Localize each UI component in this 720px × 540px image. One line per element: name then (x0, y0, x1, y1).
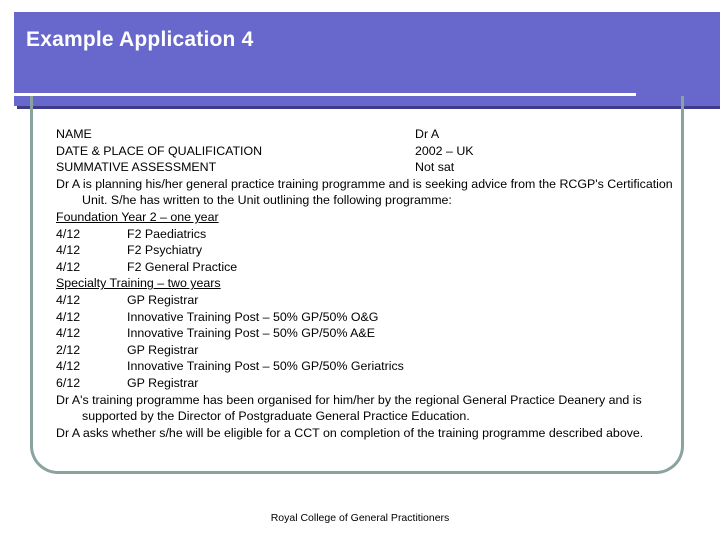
detail-value: 2002 – UK (415, 143, 474, 158)
application-text (56, 126, 676, 441)
slide-title: Example Application 4 (26, 28, 254, 51)
post-duration: 4/12 (56, 292, 81, 307)
detail-row-name (56, 126, 676, 143)
programme-row (56, 375, 676, 392)
post-title: F2 General Practice (127, 259, 238, 274)
intro-paragraph: Dr A is planning his/her general practice training programme and is seeking advice from the RCGP's Certification Unit. S/he has written to the Unit outlining the following programme: (56, 176, 673, 208)
post-title: Innovative Training Post – 50% GP/50% A&E (127, 326, 375, 341)
post-title: GP Registrar (127, 292, 199, 307)
detail-value: Not sat (415, 160, 455, 175)
detail-label: DATE & PLACE OF QUALIFICATION (56, 143, 263, 158)
programme-row (56, 309, 676, 326)
question-paragraph: Dr A asks whether s/he will be eligible for a CCT on completion of the training programme described above. (56, 425, 644, 440)
detail-label: SUMMATIVE ASSESSMENT (56, 160, 217, 175)
post-duration: 4/12 (56, 309, 81, 324)
post-duration: 4/12 (56, 226, 81, 241)
detail-value: Dr A (415, 127, 440, 141)
post-title: GP Registrar (127, 342, 199, 357)
post-duration: 4/12 (56, 243, 81, 258)
post-title: F2 Psychiatry (127, 243, 203, 258)
programme-row (56, 358, 676, 375)
foundation-heading: Foundation Year 2 – one year (56, 209, 219, 224)
post-duration: 4/12 (56, 359, 81, 374)
detail-row-assessment (56, 159, 676, 176)
programme-row (56, 242, 676, 259)
post-title: F2 Paediatrics (127, 226, 207, 241)
programme-row (56, 226, 676, 243)
title-banner (14, 12, 720, 106)
post-duration: 4/12 (56, 259, 81, 274)
detail-label: NAME (56, 127, 92, 141)
post-duration: 4/12 (56, 326, 81, 341)
detail-row-qualification (56, 143, 676, 160)
organisation-paragraph: Dr A's training programme has been organised for him/her by the regional General Practice Deanery and is supported by the Director of Postgraduate General Practice Education. (56, 392, 642, 424)
programme-row (56, 292, 676, 309)
footer-text: Royal College of General Practitioners (270, 512, 450, 524)
programme-row (56, 342, 676, 359)
post-title: GP Registrar (127, 375, 199, 390)
post-duration: 6/12 (56, 375, 81, 390)
post-title: Innovative Training Post – 50% GP/50% Geriatrics (127, 359, 404, 374)
post-title: Innovative Training Post – 50% GP/50% O&G (127, 309, 379, 324)
specialty-heading: Specialty Training – two years (56, 276, 221, 291)
post-duration: 2/12 (56, 342, 81, 357)
programme-row (56, 259, 676, 276)
programme-row (56, 325, 676, 342)
